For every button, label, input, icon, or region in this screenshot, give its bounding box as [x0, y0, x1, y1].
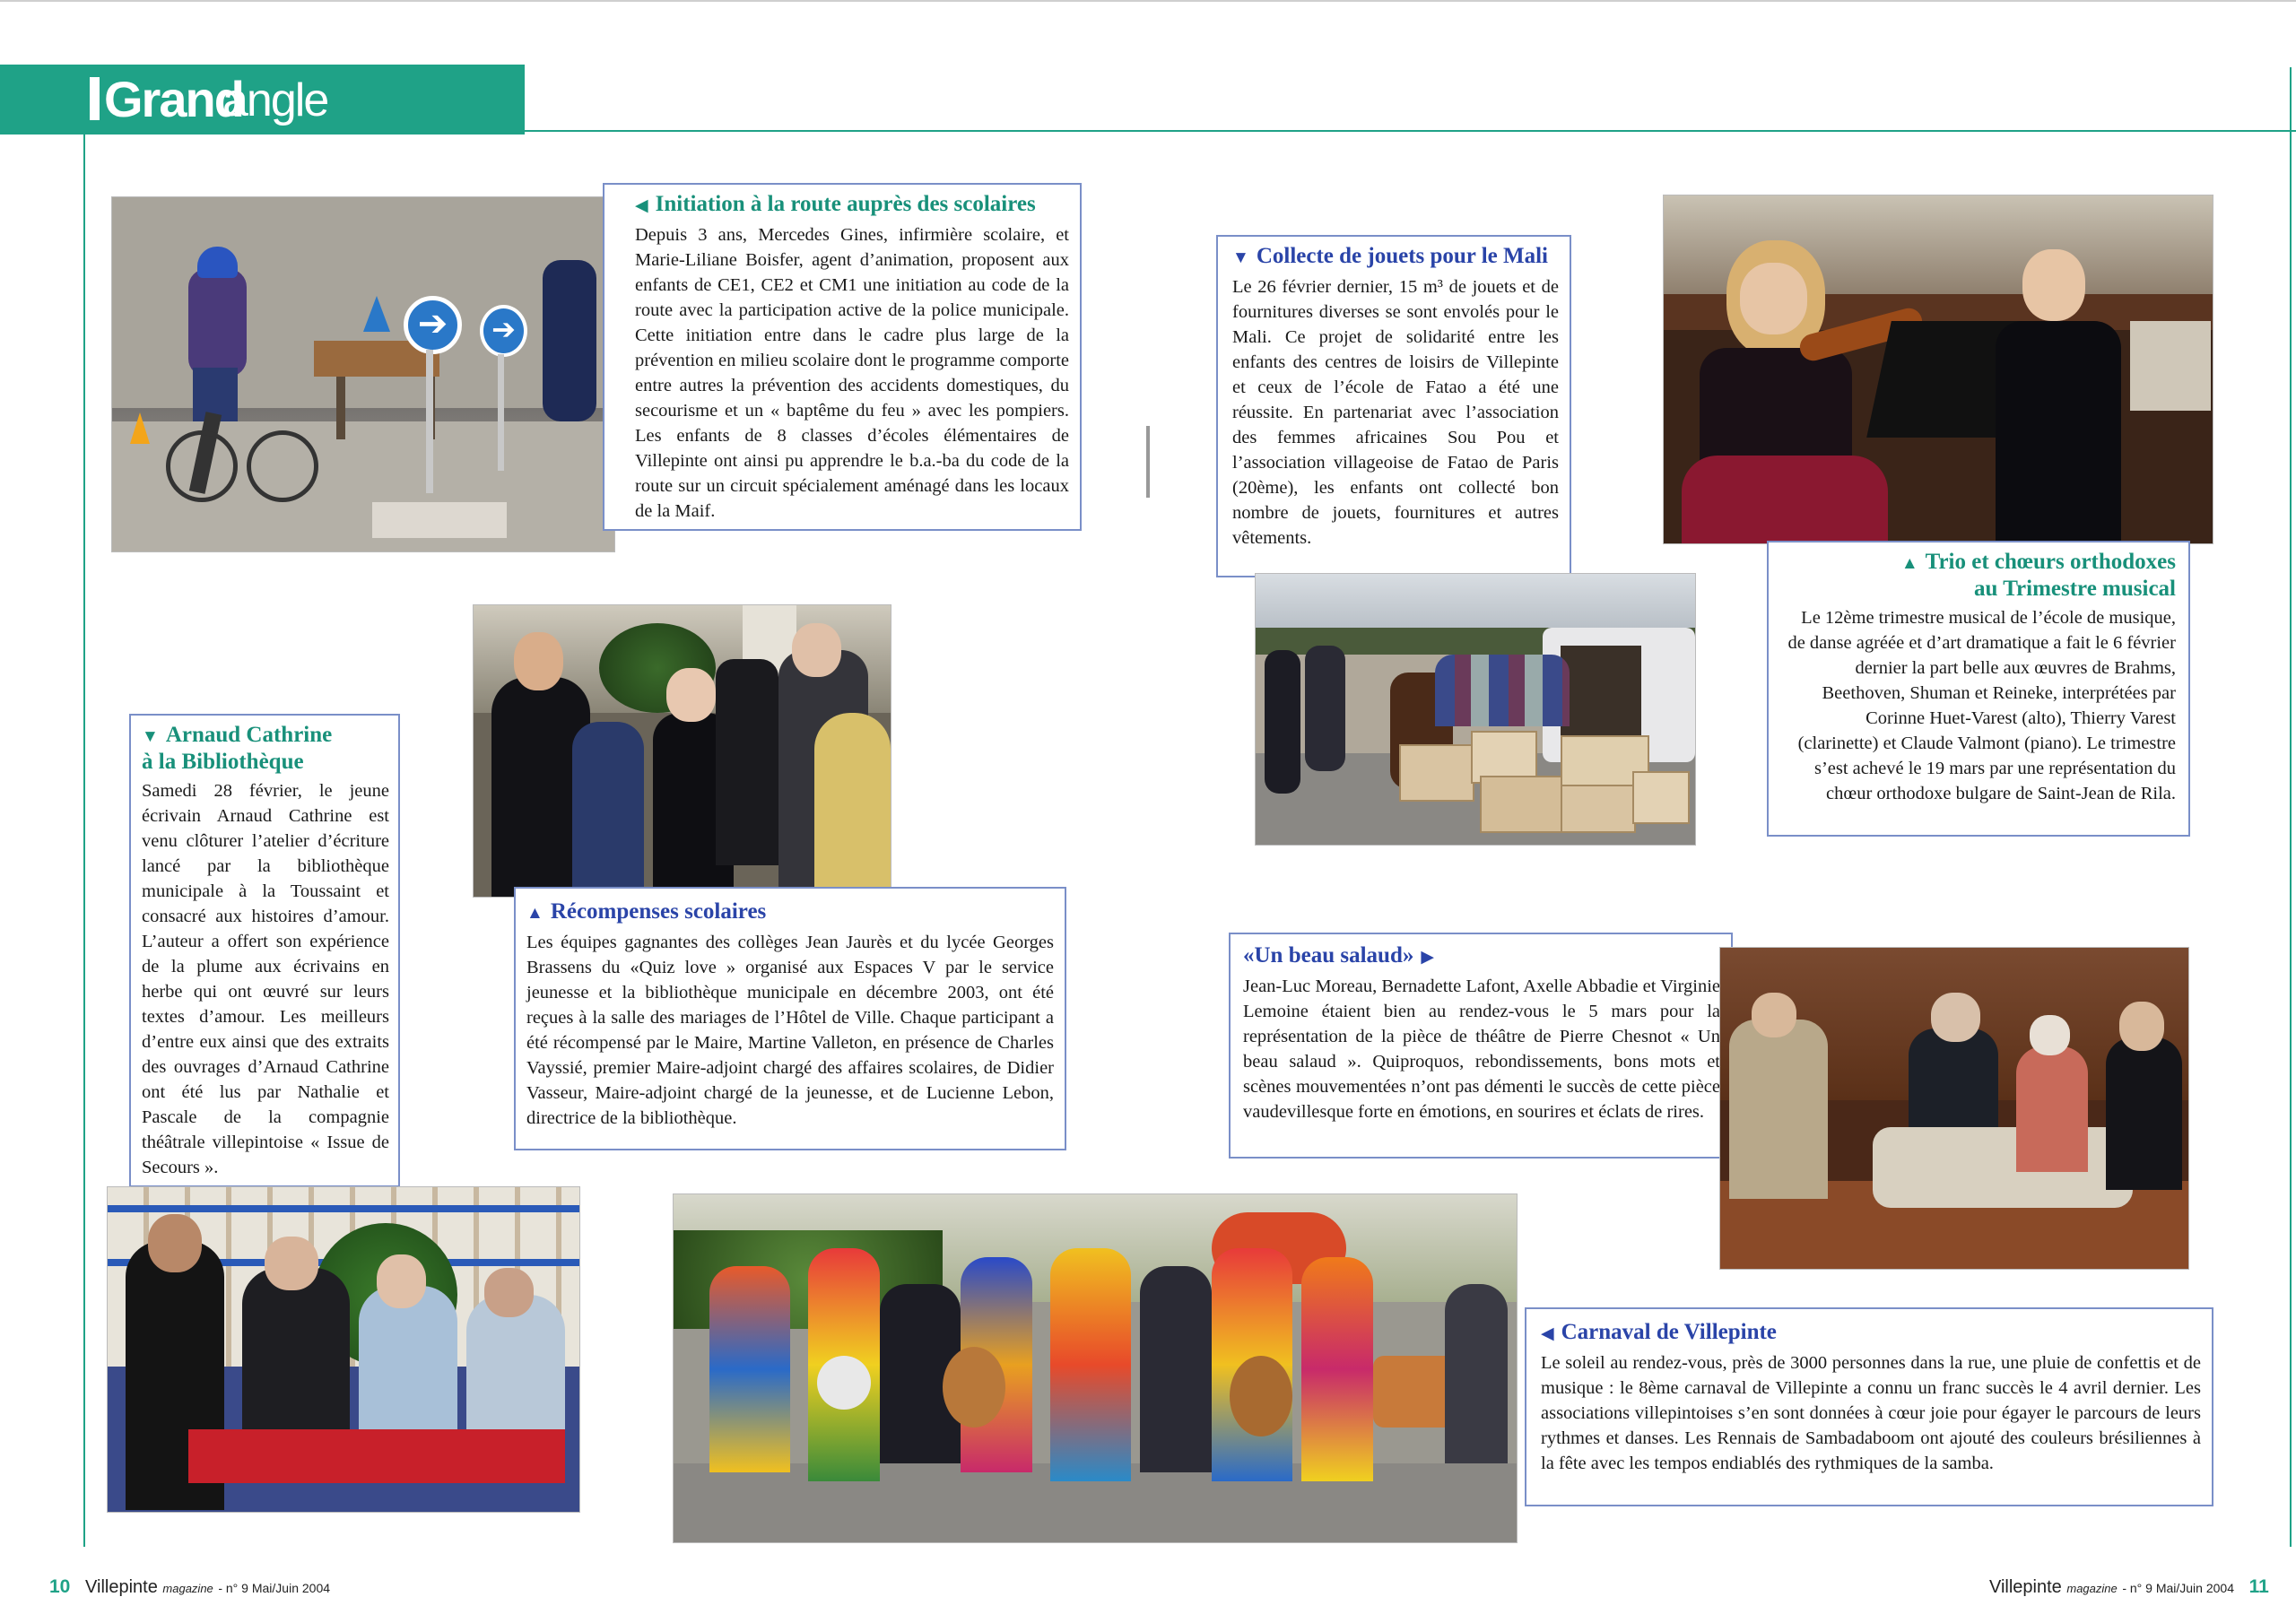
section-title-light: angle: [222, 74, 328, 126]
footer-left: [49, 1576, 330, 1598]
header-rule: [525, 130, 2296, 132]
section-title-bold: Grand: [104, 71, 243, 127]
footer-magazine-left: magazine: [162, 1582, 213, 1595]
article-carnaval-title: ◀ Carnaval de Villepinte: [1541, 1320, 1777, 1344]
article-recompenses-title: ▲ Récompenses scolaires: [526, 899, 767, 924]
footer-issue-left: - n° 9 Mai/Juin 2004: [218, 1581, 331, 1595]
article-initiation: [603, 183, 1082, 531]
article-initiation-body: Depuis 3 ans, Mercedes Gines, infirmière scolaire, et Marie-Liliane Boisfer, agent d’animation, proposent aux enfants de CE1, CE2 et CM1 une initiation au code de la route avec la participation active de la police municipale. Cette initiation entre dans le cadre plus large de la prévention en milieu scolaire dont le programme comporte entre autres la prévention des accidents domestiques, du secourisme et un « baptême du feu » avec les pompiers. Les enfants de 8 classes d’écoles élémentaires de Villepinte ont ainsi pu apprendre le b.a.-ba du code de la route sur un circuit spécialement aménagé dans les locaux de la Maif.: [635, 225, 1069, 521]
fold-mark: [1146, 426, 1150, 498]
article-arnaud-body: Samedi 28 février, le jeune écrivain Arnaud Cathrine est venu clôturer l’atelier d’écriture lancé par la bibliothèque municipale à la Toussaint et consacré aux histoires d’amour. L’auteur a offert son expérience de la plume aux écrivains en herbe qui ont œuvré sur leurs textes d’amour. Les meilleurs d’entre eux ainsi que des extraits des ouvrages d’Arnaud Cathrine ont été lus par Nathalie et Pascale de la compagnie théâtrale villepintoise « Issue de Secours ».: [142, 781, 389, 1177]
left-margin-rule: [83, 135, 85, 1547]
article-arnaud-title: ▼ Arnaud Cathrine à la Bibliothèque: [142, 723, 333, 774]
article-collecte-body: Le 26 février dernier, 15 m³ de jouets et de fournitures diverses se sont envolés pour le Mali. Ce projet de solidarité entre les enfants des centres de loisirs de Villepinte et ceux de l’école de Fatao a été une réussite. En partenariat avec l’association des femmes africaines Sou Pou et l’association villageoise de Fatao de Paris (20ème), les enfants ont collecté bon nombre de jouets, fournitures et autres vêtements.: [1232, 277, 1559, 548]
page-number-left: 10: [49, 1576, 71, 1597]
article-trio: [1767, 541, 2190, 837]
article-recompenses-body: Les équipes gagnantes des collèges Jean Jaurès et du lycée Georges Brassens du «Quiz love » organisé aux Espaces V par le service jeunesse et la bibliothèque municipale en décembre 2003, ont été reçues à la salle des mariages de l’Hôtel de Ville. Chaque participant a été récompensé par le Maire, Martine Valleton, en présence de Charles Vayssié, premier Maire-adjoint chargé des affaires scolaires, de Didier Vasseur, Maire-adjoint chargé de la jeunesse, et de Lucienne Lebon, directrice de la bibliothèque.: [526, 933, 1054, 1128]
article-arnaud: [129, 714, 400, 1187]
photo-school-awards: [474, 605, 891, 897]
section-header: [0, 65, 525, 135]
photo-library-reading: [108, 1187, 579, 1512]
photo-trio-musicians: [1664, 195, 2213, 543]
article-carnaval: [1525, 1307, 2213, 1506]
photo-toys-collection: [1256, 574, 1695, 845]
footer-magazine-right: magazine: [2066, 1582, 2118, 1595]
footer-brand-right: Villepinte: [1989, 1577, 2062, 1597]
page-number-right: 11: [2248, 1576, 2269, 1597]
article-beau-salaud-body: Jean-Luc Moreau, Bernadette Lafont, Axelle Abbadie et Virginie Lemoine étaient bien au rendez-vous le 5 mars pour la représentation de la pièce de théâtre de Pierre Chesnot « Un beau salaud ». Quiproquos, rebondissements, bons mots et scènes mouvementées n’ont pas démenti le succès de cette pièce vaudevillesque forte en émotions, en sourires et éclats de rires.: [1243, 976, 1720, 1122]
photo-road-safety: ➔ ➔: [112, 197, 614, 551]
article-collecte-title: ▼ Collecte de jouets pour le Mali: [1232, 244, 1548, 268]
article-recompenses: [514, 887, 1066, 1150]
article-beau-salaud-title: «Un beau salaud» ▶: [1243, 943, 1434, 968]
footer-right: [1989, 1576, 2269, 1598]
article-beau-salaud: [1229, 933, 1733, 1159]
article-trio-body: Le 12ème trimestre musical de l’école de musique, de danse agréée et d’art dramatique a fait le 6 février dernier la part belle aux œuvres de Brahms, Beethoven, Shuman et Reineke, interprétées par Corinne Huet-Varest (alto), Thierry Varest (clarinette) et Claude Valmont (piano). Le trimestre s’est achevé le 19 mars par une représentation du chœur orthodoxe bulgare de Saint-Jean de Rila.: [1787, 608, 2176, 803]
article-carnaval-body: Le soleil au rendez-vous, près de 3000 personnes dans la rue, une pluie de confettis et de musique : le 8ème carnaval de Villepinte a connu un franc succès le 4 avril dernier. Les associations villepintoises s’en sont données à cœur joie pour égayer le parcours de leurs rythmes et danses. Les Rennais de Sambadaboom ont ajouté des couleurs brésiliennes à la fête avec les tempos endiablés des rythmiques de la samba.: [1541, 1353, 2201, 1473]
article-trio-title: ▲ Trio et chœurs orthodoxes au Trimestre musical: [1900, 550, 2176, 601]
article-initiation-title: ◀ Initiation à la route auprès des scolaires: [635, 192, 1036, 216]
footer-brand-left: Villepinte: [85, 1577, 158, 1597]
photo-theatre-play: [1720, 948, 2188, 1269]
top-edge-line: [0, 0, 2296, 2]
right-margin-rule: [2290, 67, 2292, 1547]
footer-issue-right: - n° 9 Mai/Juin 2004: [2122, 1581, 2234, 1595]
article-collecte: [1216, 235, 1571, 577]
header-bar-mark: [90, 77, 100, 120]
photo-carnival-parade: [674, 1194, 1517, 1542]
